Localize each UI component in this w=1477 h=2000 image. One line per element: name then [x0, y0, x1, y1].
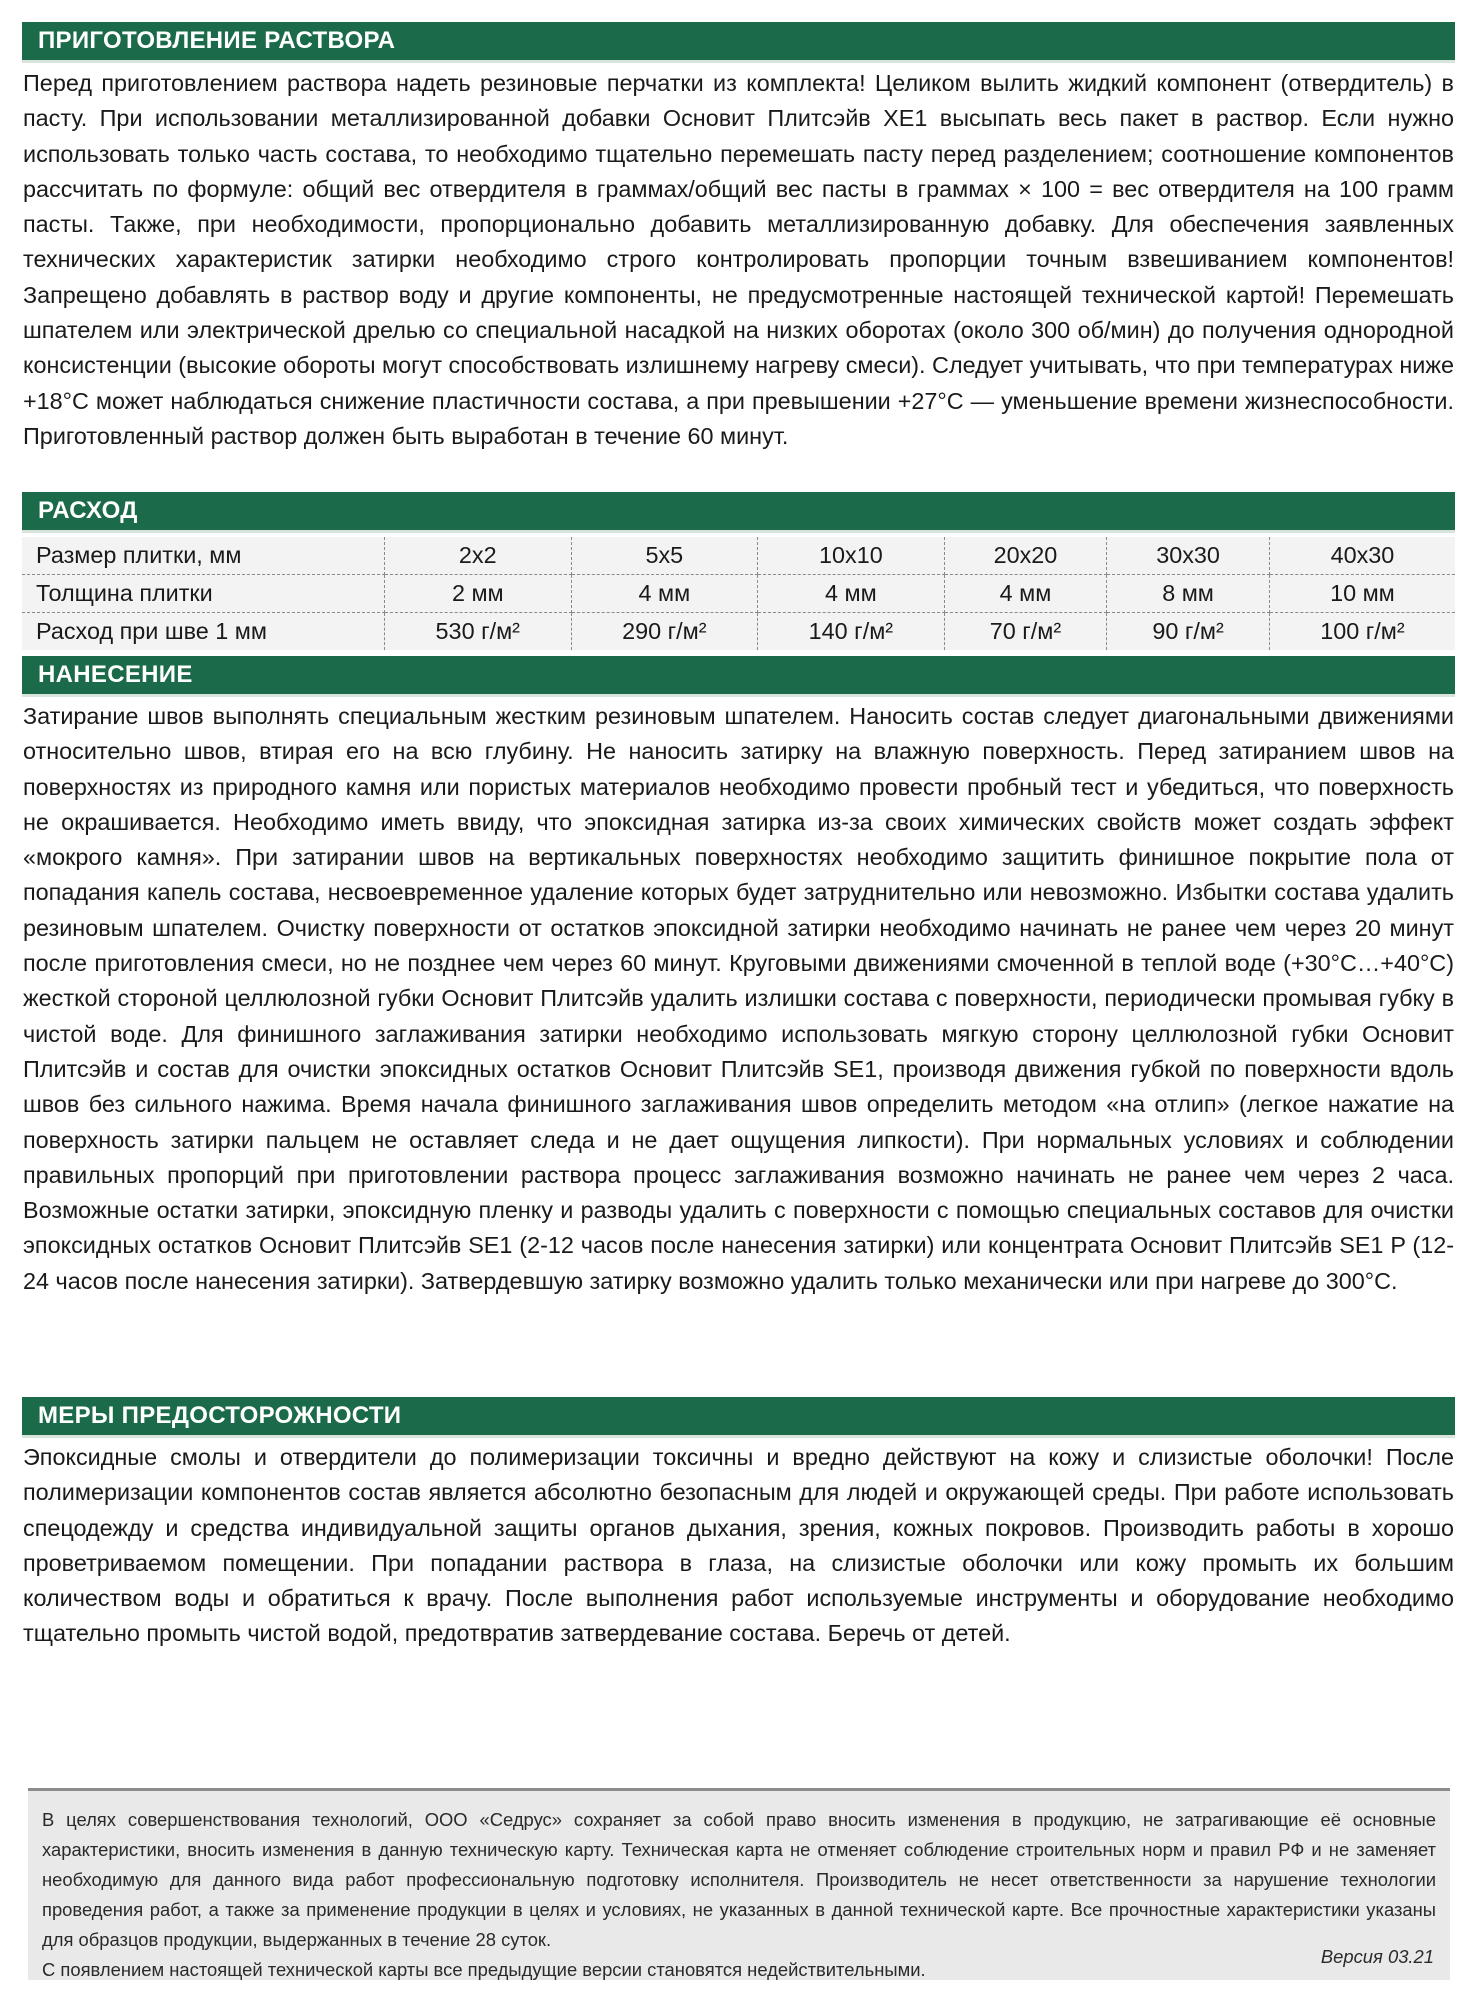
safety-section	[22, 1397, 1455, 1652]
consumption-table	[22, 537, 1455, 650]
preparation-section	[22, 22, 1455, 486]
table-cell: 10 мм	[1269, 575, 1455, 613]
application-heading: НАНЕСЕНИЕ	[22, 656, 1455, 697]
consumption-section	[22, 492, 1455, 650]
table-cell: 100 г/м²	[1320, 618, 1405, 644]
preparation-text: Перед приготовлением раствора надеть резиновые перчатки из комплекта! Целиком вылить жидкий компонент (отвердитель) в пасту. При использовании металлизированной добавки Основит Плитсэйв XE1 высыпать весь пакет в раствор. Если нужно использовать только часть состава, то необходимо тщательно перемешать пасту перед разделением; соотношение компонентов рассчитать по формуле: общий вес отвердителя в граммах/общий вес пасты в граммах × 100 = вес отвердителя на 100 грамм пасты. Также, при необходимости, пропорционально добавить металлизированную добавку. Для обеспечения заявленных технических характеристик затирки необходимо строго контролировать пропорции точным взвешиванием компонентов! Запрещено добавлять в раствор воду и другие компоненты, не предусмотренные настоящей технической картой! Перемешать шпателем или электрической дрелью со специальной насадкой на низких оборотах (около 300 об/мин) до получения однородной консистенции (высокие обороты могут способствовать излишнему нагреву смеси). Следует учитывать, что при температурах ниже +18°С может наблюдаться снижение пластичности состава, а при превышении +27°С — уменьшение времени жизнеспособности. Приготовленный раствор должен быть выработан в течение 60 минут.	[23, 70, 1454, 449]
table-cell: 90 г/м²	[1107, 613, 1270, 651]
table-cell: Размер плитки, мм	[22, 537, 385, 575]
table-cell: 70 г/м²	[944, 613, 1107, 651]
table-cell: 4 мм	[571, 575, 758, 613]
table-cell: 20х20	[944, 537, 1107, 575]
consumption-heading: РАСХОД	[22, 492, 1455, 533]
version-label: Версия 03.21	[1320, 1946, 1434, 1967]
application-section	[22, 656, 1455, 1389]
table-row	[22, 575, 1455, 613]
table-cell: 290 г/м²	[571, 613, 758, 651]
table-cell: 5х5	[571, 537, 758, 575]
table-cell: 4 мм	[944, 575, 1107, 613]
preparation-heading: ПРИГОТОВЛЕНИЕ РАСТВОРА	[22, 22, 1455, 63]
table-cell: Толщина плитки	[22, 575, 385, 613]
table-cell: Расход при шве 1 мм	[22, 613, 385, 651]
disclaimer-footer	[28, 1788, 1450, 1980]
table-row	[22, 613, 1455, 651]
technical-sheet-page	[22, 22, 1455, 1652]
table-cell: 140 г/м²	[758, 613, 945, 651]
table-cell: 2 мм	[385, 575, 572, 613]
table-row	[22, 537, 1455, 575]
table-cell: 8 мм	[1107, 575, 1270, 613]
application-text: Затирание швов выполнять специальным жестким резиновым шпателем. Наносить состав следует диагональными движениями относительно швов, втирая его на всю глубину. Не наносить затирку на влажную поверхность. Перед затиранием швов на поверхностях из природного камня или пористых материалов необходимо провести пробный тест и убедиться, что поверхность не окрашивается. Необходимо иметь ввиду, что эпоксидная затирка из-за своих химических свойств может создать эффект «мокрого камня». При затирании швов на вертикальных поверхностях необходимо защитить финишное покрытие пола от попадания капель состава, несвоевременное удаление которых будет затруднительно или невозможно. Избытки состава удалить резиновым шпателем. Очистку поверхности от остатков эпоксидной затирки необходимо начинать не ранее чем через 20 минут после приготовления смеси, но не позднее чем через 60 минут. Круговыми движениями смоченной в теплой воде (+30°С…+40°С) жесткой стороной целлюлозной губки Основит Плитсэйв удалить излишки состава с поверхности, периодически промывая губку в чистой воде. Для финишного заглаживания затирки необходимо использовать мягкую сторону целлюлозной губки Основит Плитсэйв и состав для очистки эпоксидных остатков Основит Плитсэйв SE1, производя движения губкой по поверхности вдоль швов без сильного нажима. Время начала финишного заглаживания швов определить методом «на отлип» (легкое нажатие на поверхность затирки пальцем не оставляет следа и не дает ощущения липкости). При нормальных условиях и соблюдении правильных пропорций при приготовлении раствора процесс заглаживания возможно начинать не ранее чем через 2 часа. Возможные остатки затирки, эпоксидную пленку и разводы удалить с поверхности с помощью специальных составов для очистки эпоксидных остатков Основит Плитсэйв SE1 (2-12 часов после нанесения затирки) или концентрата Основит Плитсэйв SE1 P (12-24 часов после нанесения затирки). Затвердевшую затирку возможно удалить только механически или при нагреве до 300°С.	[23, 703, 1454, 1294]
disclaimer-text: В целях совершенствования технологий, ООО «Седрус» сохраняет за собой право вносить изменения в продукцию, не затрагивающие её основные характеристики, вносить изменения в данную техническую карту. Техническая карта не отменяет соблюдение строительных норм и правил РФ и не заменяет необходимую для данного вида работ профессиональную подготовку исполнителя. Производитель не несет ответственности за нарушение технологии проведения работ, а также за применение продукции в целях и условиях, не указанных в данной технической карте. Все прочностные характеристики указаны для образцов продукции, выдержанных в течение 28 суток.	[42, 1809, 1436, 1950]
table-cell: 40х30	[1269, 537, 1455, 575]
table-cell: 2х2	[385, 537, 572, 575]
safety-heading: МЕРЫ ПРЕДОСТОРОЖНОСТИ	[22, 1397, 1455, 1438]
safety-text: Эпоксидные смолы и отвердители до полимеризации токсичны и вредно действуют на кожу и слизистые оболочки! После полимеризации компонентов состав является абсолютно безопасным для людей и окружающей среды. При работе использовать спецодежду и средства индивидуальной защиты органов дыхания, зрения, кожных покровов. Производить работы в хорошо проветриваемом помещении. При попадании раствора в глаза, на слизистые оболочки или кожу промыть их большим количеством воды и обратиться к врачу. После выполнения работ используемые инструменты и оборудование необходимо тщательно промыть чистой водой, предотвратив затвердевание состава. Беречь от детей.	[23, 1444, 1454, 1647]
table-cell: 30х30	[1107, 537, 1270, 575]
disclaimer-last-line: С появлением настоящей технической карты все предыдущие версии становятся недействительными.	[42, 1959, 926, 1980]
table-cell: 4 мм	[758, 575, 945, 613]
table-cell: 10х10	[758, 537, 945, 575]
table-cell: 530 г/м²	[385, 613, 572, 651]
